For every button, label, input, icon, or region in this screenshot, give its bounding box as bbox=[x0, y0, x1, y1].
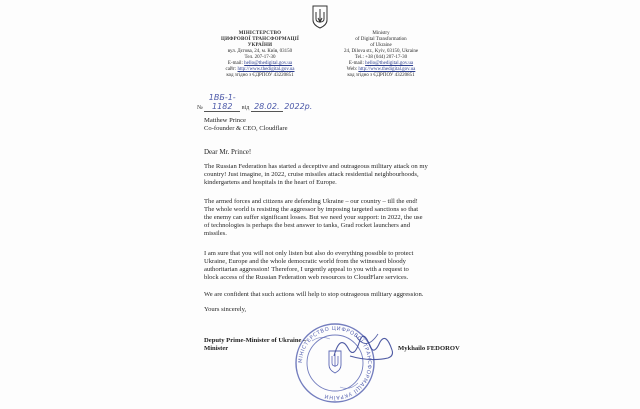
p2-line-4: of technologies is perhaps the best answer to tanks, Grad rocket launchers and bbox=[204, 222, 410, 229]
header-right-address: 24, Dilova str., Kyiv, 03150, Ukraine bbox=[343, 49, 419, 54]
coat-of-arms-icon bbox=[311, 5, 329, 29]
ref-date: 28.02. bbox=[251, 102, 283, 112]
header-right-email-label: E-mail: bbox=[348, 61, 364, 66]
header-left-address: вул. Дєгова, 24, м. Київ, 03150 bbox=[227, 49, 293, 54]
header-left-title-2: ЦИФРОВОЇ ТРАНСФОРМАЦІЇ bbox=[221, 37, 299, 42]
recipient-title: Co-founder & CEO, Cloudflare bbox=[204, 125, 288, 132]
signatory-role bbox=[204, 337, 334, 353]
header-left-title-1: МІНІСТЕРСТВО bbox=[238, 31, 282, 36]
ref-year: 2022р. bbox=[284, 102, 313, 111]
paragraph-4 bbox=[204, 291, 464, 299]
signatory-name: Mykhailo FEDOROV bbox=[398, 345, 460, 352]
recipient-name: Matthew Prince bbox=[204, 117, 246, 124]
signature-icon bbox=[330, 326, 400, 366]
p1-line-1: The Russian Federation has started a deceptive and outrageous military attack on my bbox=[204, 163, 428, 170]
paragraph-2 bbox=[204, 198, 454, 238]
header-left-code: код згідно з ЄДРПОУ 43220851 bbox=[226, 73, 294, 78]
header-right-email-link[interactable]: hello@thedigital.gov.ua bbox=[365, 61, 414, 66]
p3-line-4: block access of the Russian Federation web resources to CloudFlare services. bbox=[204, 274, 409, 281]
recipient-block bbox=[204, 117, 404, 133]
header-left bbox=[215, 31, 305, 79]
header-left-site-label: сайт: bbox=[225, 67, 237, 72]
header-right-site-link[interactable]: http://www.thedigital.gov.ua bbox=[358, 67, 416, 72]
ref-number: 1ВБ-1-1182 bbox=[204, 93, 240, 112]
salutation: Dear Mr. Prince! bbox=[204, 148, 252, 156]
seal-text: МІНІСТЕРСТВО ЦИФРОВОЇ ТРАНСФОРМАЦІЇ УКРАЇНИ bbox=[297, 325, 373, 401]
closing: Yours sincerely, bbox=[204, 306, 247, 313]
ref-no-label: № bbox=[197, 105, 203, 111]
header-right-title-1: Ministry bbox=[372, 31, 390, 36]
header-left-title-3: УКРАЇНИ bbox=[247, 43, 273, 48]
header-right-code: код згідно з ЄДРПОУ 43220851 bbox=[347, 73, 415, 78]
header-left-phone: Тел. 207-17-30 bbox=[244, 55, 276, 60]
header-right-phone: Tel.: +38 (044) 207-17-30 bbox=[354, 55, 408, 60]
p4-line-1: We are confident that such actions will help to stop outrageous military aggression. bbox=[204, 291, 424, 298]
signatory-role-line-1: Deputy Prime-Minister of Ukraine – bbox=[204, 337, 307, 344]
p2-line-3: the enemy can suffer significant losses. But we need your support: in 2022, the use bbox=[204, 214, 423, 221]
p3-line-3: authoritarian aggression! Therefore, I urgently appeal to you with a request to bbox=[204, 266, 409, 273]
p2-line-5: missiles. bbox=[204, 230, 227, 237]
reference-line bbox=[197, 93, 337, 111]
ref-from-label: від bbox=[241, 105, 250, 111]
header-right-site-label: Web: bbox=[346, 67, 358, 72]
p3-line-1: I am sure that you will not only listen but also do everything possible to protect bbox=[204, 250, 414, 257]
paragraph-1 bbox=[204, 163, 454, 187]
header-left-email-label: E-mail: bbox=[227, 61, 243, 66]
header-left-email-link[interactable]: hello@thedigital.gov.ua bbox=[244, 61, 293, 66]
p1-line-3: kindergartens and hospitals in the heart of Europe. bbox=[204, 179, 337, 186]
header-right-title-3: of Ukraine bbox=[370, 43, 392, 48]
header-right bbox=[335, 31, 427, 79]
header-left-site-link[interactable]: http://www.thedigital.gov.ua bbox=[237, 67, 295, 72]
signatory-role-line-2: Minister bbox=[204, 345, 229, 352]
paragraph-3 bbox=[204, 250, 454, 282]
p2-line-1: The armed forces and citizens are defending Ukraine – our country – till the end! bbox=[204, 198, 418, 205]
p2-line-2: The whole world is resisting the aggressor by imposing targeted sanctions so that bbox=[204, 206, 419, 213]
p1-line-2: country! Just imagine, in 2022, cruise missiles attack residential neighbourhoods, bbox=[204, 171, 419, 178]
header-right-title-2: of Digital Transformation bbox=[355, 37, 407, 42]
p3-line-2: Ukraine, Europe and the whole democratic world from the witnessed bloody bbox=[204, 258, 406, 265]
